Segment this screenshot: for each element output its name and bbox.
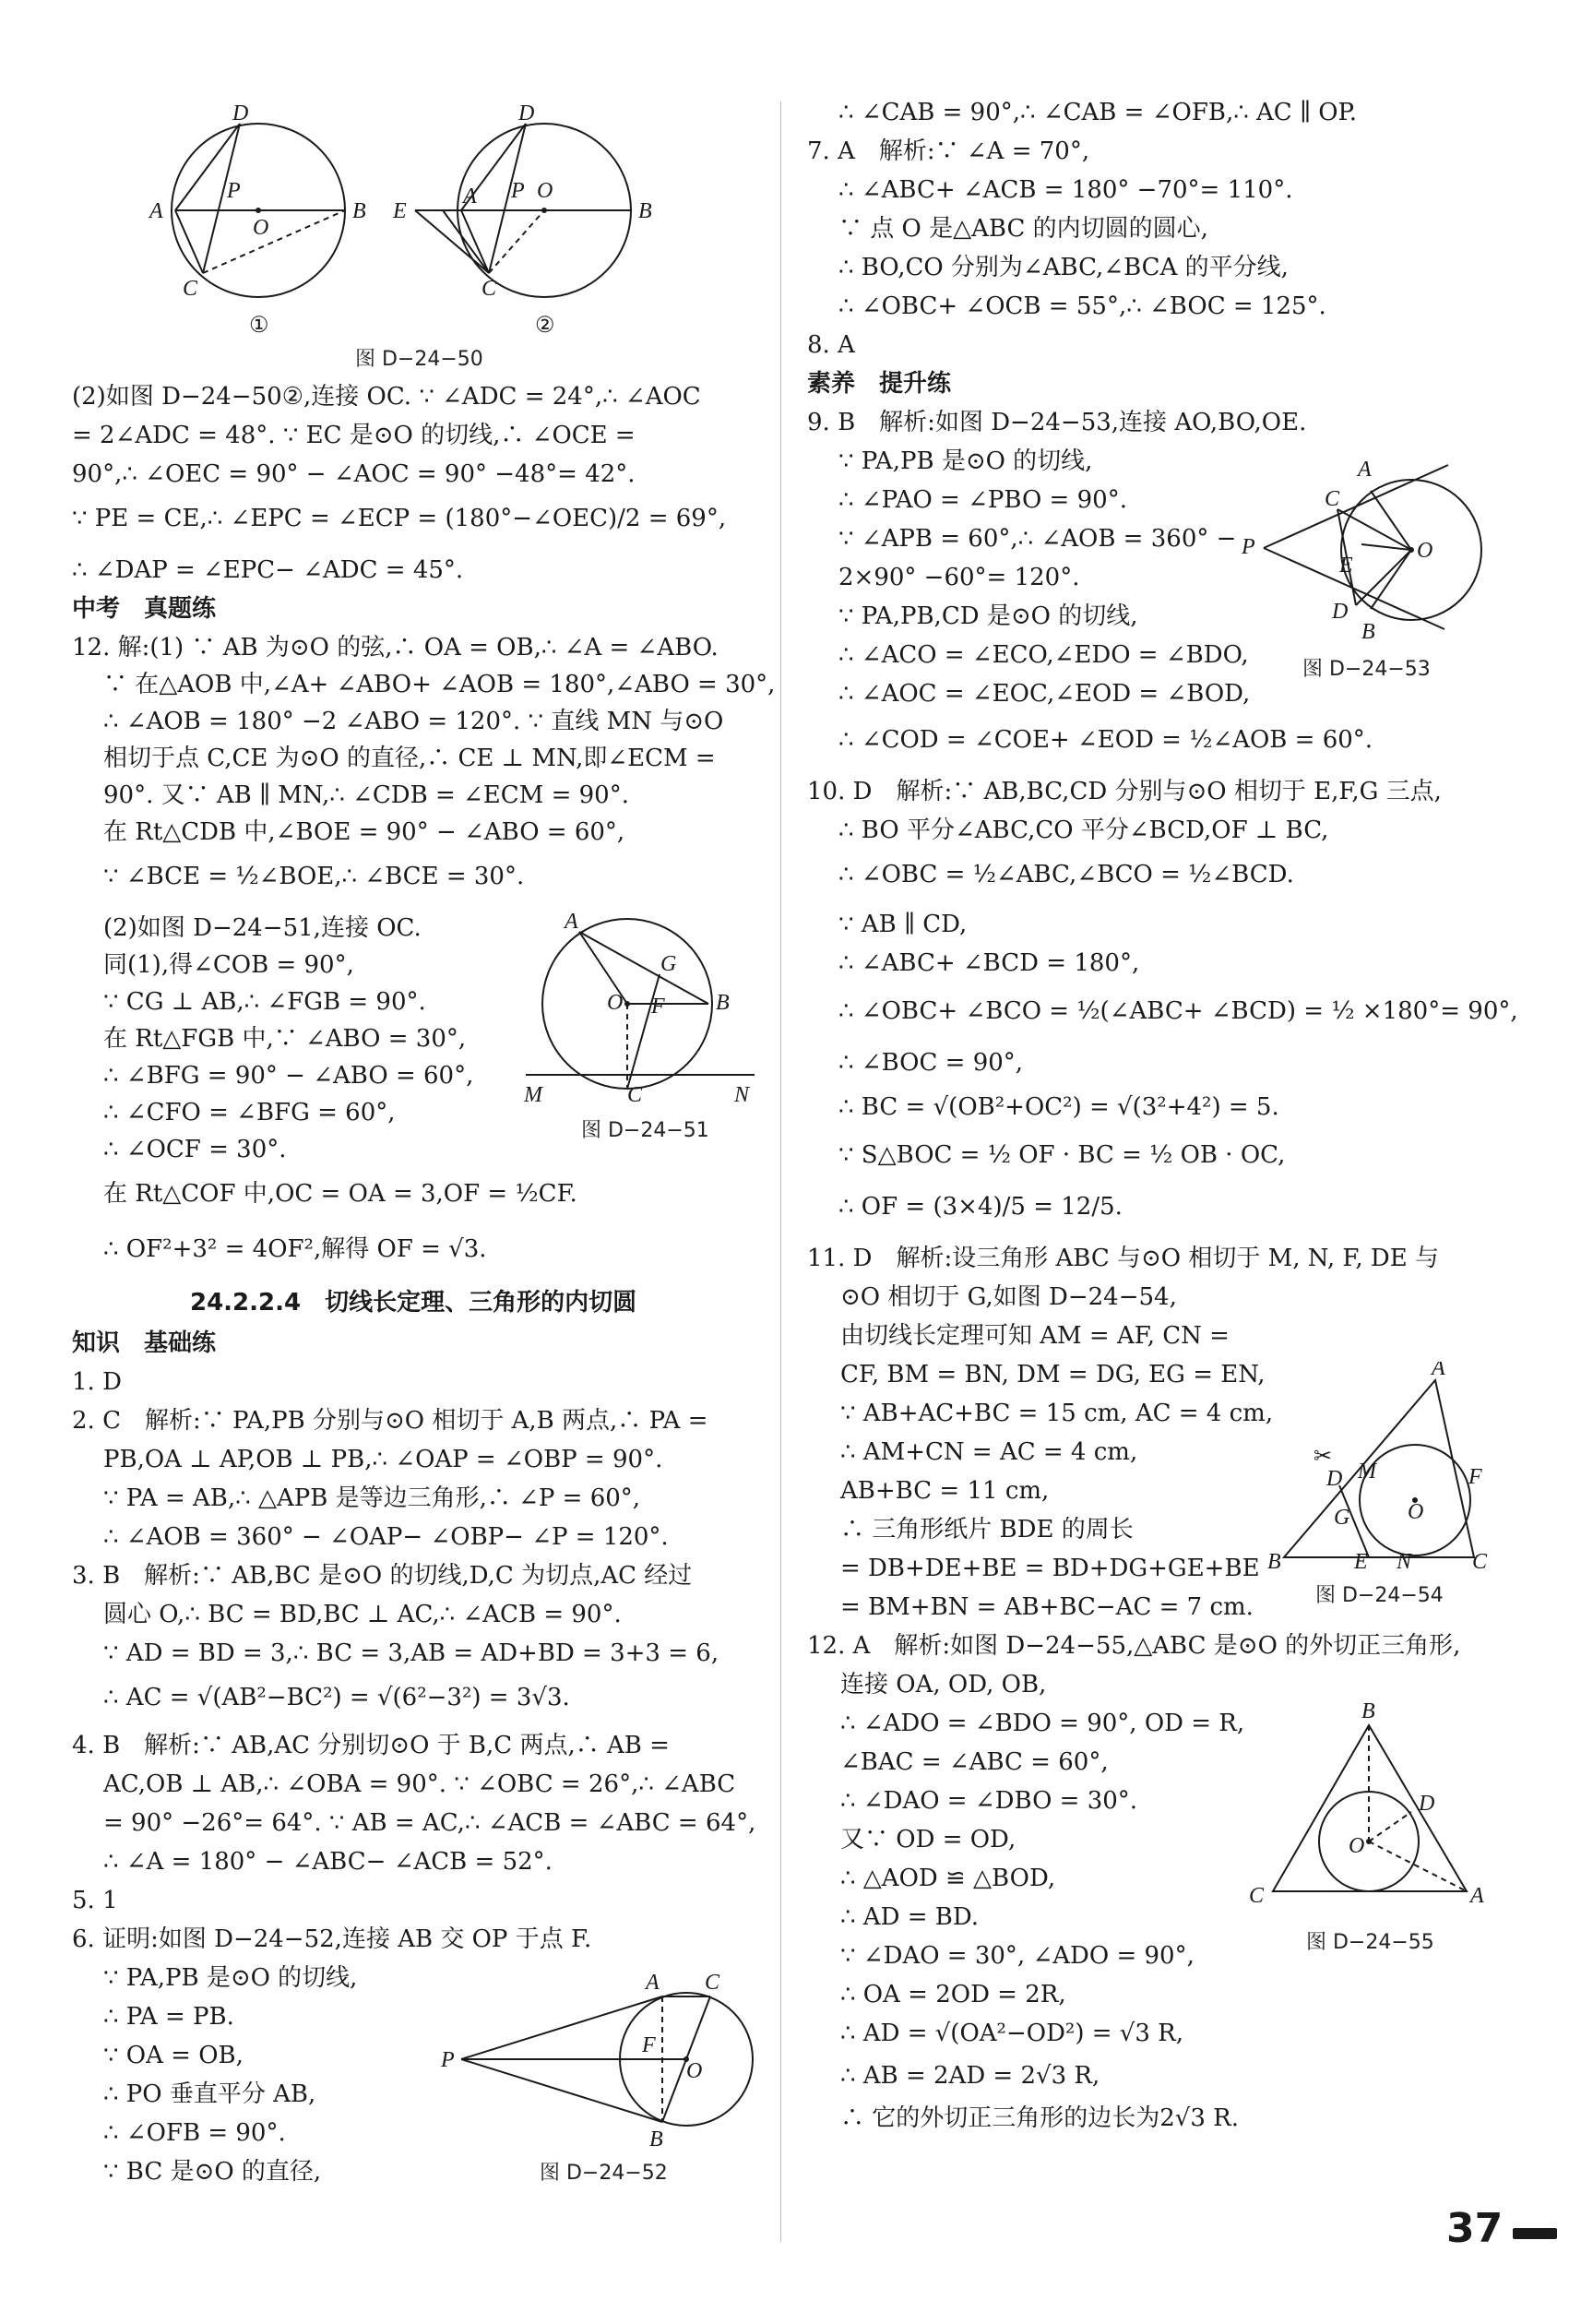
text-line: 10. D 解析:∵ AB,BC,CD 分别与⊙O 相切于 E,F,G 三点,	[807, 778, 1442, 805]
text-line: ∴ ∠OCF = 30°.	[103, 1136, 287, 1163]
text-line: ∴ AD = √(OA²−OD²) = √3 R,	[840, 2020, 1184, 2047]
point-label: C	[1249, 1884, 1265, 1908]
text-line: ∴ ∠DAP = ∠EPC− ∠ADC = 45°.	[72, 556, 464, 584]
text-line: 由切线长定理可知 AM = AF, CN =	[840, 1322, 1230, 1350]
text-line: ∵ PA,PB 是⊙O 的切线,	[103, 1964, 358, 1992]
figure-caption: 图 D−24−55	[1306, 1931, 1434, 1954]
text-line: = DB+DE+BE = BD+DG+GE+BE	[840, 1555, 1260, 1582]
point-label: A	[565, 910, 578, 934]
point-label: E	[393, 199, 407, 223]
text-line: AB+BC = 11 cm,	[840, 1477, 1050, 1505]
text-line: ∴ ∠OBC = ½∠ABC,∠BCO = ½∠BCD.	[838, 861, 1294, 888]
text-line: 在 Rt△CDB 中,∠BOE = 90° − ∠ABO = 60°,	[103, 818, 625, 846]
subfigure-label: ①	[249, 314, 269, 338]
text-line: ∵ ∠BCE = ½∠BOE,∴ ∠BCE = 30°.	[103, 863, 525, 890]
point-label: M	[524, 1083, 542, 1107]
text-line: ∴ ∠OBC+ ∠BCO = ½(∠ABC+ ∠BCD) = ½ ×180°= 90°,	[838, 997, 1518, 1025]
text-line: 在 Rt△COF 中,OC = OA = 3,OF = ½CF.	[103, 1180, 577, 1208]
text-line: 12. A 解析:如图 D−24−55,△ABC 是⊙O 的外切正三角形,	[807, 1632, 1461, 1660]
text-line: ∴ OA = 2OD = 2R,	[840, 1981, 1066, 2008]
point-label: C	[183, 277, 198, 301]
point-label: E	[1354, 1550, 1368, 1574]
text-line: ∵ AB+AC+BC = 15 cm, AC = 4 cm,	[840, 1400, 1274, 1427]
text-line: 8. A	[807, 331, 855, 359]
text-line: ∴ ∠AOB = 360° − ∠OAP− ∠OBP− ∠P = 120°.	[103, 1523, 669, 1551]
point-label: N	[734, 1083, 750, 1107]
text-line: ∠BAC = ∠ABC = 60°,	[840, 1748, 1109, 1776]
text-line: 90°,∴ ∠OEC = 90° − ∠AOC = 90° −48°= 42°.	[72, 460, 636, 488]
point-label: G	[1334, 1506, 1350, 1530]
text-line: 6. 证明:如图 D−24−52,连接 AB 交 OP 于点 F.	[72, 1925, 592, 1953]
point-label: B	[638, 199, 652, 223]
point-label: A	[646, 1971, 660, 1995]
point-label: P	[227, 179, 241, 203]
text-line: (2)如图 D−24−50②,连接 OC. ∵ ∠ADC = 24°,∴ ∠AOC	[72, 383, 701, 411]
figure-d2453	[1236, 454, 1513, 648]
point-label: B	[352, 199, 366, 223]
text-line: ∴ BC = √(OB²+OC²) = √(3²+4²) = 5.	[838, 1093, 1279, 1121]
text-line: 又∵ OD = OD,	[840, 1826, 1016, 1853]
section-heading: 中考 真题练	[72, 595, 217, 623]
section-title: 24.2.2.4 切线长定理、三角形的内切圆	[190, 1289, 637, 1317]
figure-d2451	[517, 908, 766, 1115]
point-label: O	[537, 179, 553, 203]
text-line: 2. C 解析:∵ PA,PB 分别与⊙O 相切于 A,B 两点,∴ PA =	[72, 1407, 708, 1435]
point-label: C	[705, 1971, 720, 1995]
figure-caption: 图 D−24−51	[581, 1119, 709, 1142]
text-line: = BM+BN = AB+BC−AC = 7 cm.	[840, 1593, 1254, 1621]
text-line: ∵ ∠DAO = 30°, ∠ADO = 90°,	[840, 1942, 1195, 1970]
text-line: ∴ ∠AOB = 180° −2 ∠ABO = 120°. ∵ 直线 MN 与⊙O	[103, 708, 724, 735]
figure-d2452	[441, 1965, 773, 2150]
point-label: A	[1358, 458, 1372, 482]
point-label: A	[149, 199, 163, 223]
text-line: ∴ 它的外切正三角形的边长为2√3 R.	[840, 2104, 1240, 2132]
text-line: 同(1),得∠COB = 90°,	[103, 951, 354, 979]
point-label: C	[1325, 487, 1340, 511]
text-line: ∴ ∠CFO = ∠BFG = 60°,	[103, 1099, 396, 1126]
text-line: ∵ 在△AOB 中,∠A+ ∠ABO+ ∠AOB = 180°,∠ABO = 30°,	[103, 671, 776, 698]
text-line: ∵ CG ⊥ AB,∴ ∠FGB = 90°.	[103, 988, 426, 1016]
point-label: O	[1417, 539, 1433, 563]
text-line: PB,OA ⊥ AP,OB ⊥ PB,∴ ∠OAP = ∠OBP = 90°.	[103, 1446, 663, 1473]
text-line: 3. B 解析:∵ AB,BC 是⊙O 的切线,D,C 为切点,AC 经过	[72, 1562, 693, 1590]
text-line: ∴ PA = PB.	[103, 2003, 234, 2031]
text-line: ∴ OF²+3² = 4OF²,解得 OF = √3.	[103, 1235, 487, 1263]
point-label: M	[1358, 1460, 1376, 1484]
point-label: F	[642, 2033, 656, 2057]
point-label: O	[1408, 1500, 1424, 1524]
point-label: B	[1267, 1550, 1281, 1574]
text-line: ∴ ∠PAO = ∠PBO = 90°.	[838, 486, 1127, 514]
figure-d2455	[1245, 1698, 1494, 1919]
page-number-bar	[1513, 2228, 1557, 2239]
figure-caption: 图 D−24−54	[1315, 1584, 1444, 1607]
text-line: 4. B 解析:∵ AB,AC 分别切⊙O 于 B,C 两点,∴ AB =	[72, 1732, 670, 1759]
text-line: ∴ ∠ACO = ∠ECO,∠EDO = ∠BDO,	[838, 641, 1249, 669]
text-line: ∴ 三角形纸片 BDE 的周长	[840, 1516, 1134, 1543]
figure-caption: 图 D−24−50	[355, 348, 483, 371]
page-number: 37	[1446, 2205, 1504, 2252]
point-label: C	[481, 277, 497, 301]
figure-caption: 图 D−24−53	[1302, 658, 1431, 681]
section-heading: 素养 提升练	[807, 370, 952, 398]
text-line: ∴ ∠ABC+ ∠ACB = 180° −70°= 110°.	[838, 176, 1293, 204]
text-line: ∴ ∠AOC = ∠EOC,∠EOD = ∠BOD,	[838, 680, 1251, 708]
text-line: 1. D	[72, 1368, 122, 1396]
text-line: ∴ ∠BFG = 90° − ∠ABO = 60°,	[103, 1062, 474, 1090]
text-line: ∵ PA,PB,CD 是⊙O 的切线,	[838, 602, 1138, 630]
point-label: B	[649, 2127, 663, 2150]
point-label: G	[660, 952, 677, 976]
text-line: = 2∠ADC = 48°. ∵ EC 是⊙O 的切线,∴ ∠OCE =	[72, 422, 636, 449]
text-line: 2×90° −60°= 120°.	[838, 564, 1080, 591]
text-line: ∵ PE = CE,∴ ∠EPC = ∠ECP = (180°−∠OEC)/2 = 69°,	[72, 505, 727, 532]
text-line: (2)如图 D−24−51,连接 OC.	[103, 914, 422, 942]
text-line: ∵ PA,PB 是⊙O 的切线,	[838, 447, 1093, 475]
text-line: 相切于点 C,CE 为⊙O 的直径,∴ CE ⊥ MN,即∠ECM =	[103, 745, 716, 772]
section-heading: 知识 基础练	[72, 1329, 217, 1357]
point-label: B	[716, 991, 730, 1015]
point-label: D	[1419, 1792, 1435, 1816]
point-label: O	[607, 991, 624, 1015]
point-label: B	[1361, 1699, 1375, 1723]
text-line: 7. A 解析:∵ ∠A = 70°,	[807, 137, 1090, 165]
point-label: N	[1397, 1550, 1412, 1574]
text-line: ∴ BO 平分∠ABC,CO 平分∠BCD,OF ⊥ BC,	[838, 816, 1329, 844]
point-label: O	[686, 2059, 703, 2083]
point-label: A	[1470, 1884, 1484, 1908]
subfigure-label: ②	[535, 314, 555, 338]
text-line: ∵ BC 是⊙O 的直径,	[103, 2158, 322, 2186]
point-label: P	[511, 179, 525, 203]
scissors-icon: ✂	[1314, 1445, 1333, 1469]
point-label: D	[1326, 1467, 1343, 1491]
text-line: ∴ ∠DAO = ∠DBO = 30°.	[840, 1787, 1138, 1815]
text-line: ∵ AD = BD = 3,∴ BC = 3,AB = AD+BD = 3+3 = 6,	[103, 1639, 719, 1667]
text-line: = 90° −26°= 64°. ∵ AB = AC,∴ ∠ACB = ∠ABC = 64°,	[103, 1809, 756, 1837]
text-line: ∴ AC = √(AB²−BC²) = √(6²−3²) = 3√3.	[103, 1684, 570, 1711]
text-line: ∴ ∠A = 180° − ∠ABC− ∠ACB = 52°.	[103, 1848, 553, 1876]
text-line: 在 Rt△FGB 中,∵ ∠ABO = 30°,	[103, 1025, 467, 1053]
point-label: P	[441, 2048, 455, 2072]
point-label: E	[1339, 554, 1353, 578]
text-line: ∴ PO 垂直平分 AB,	[103, 2080, 316, 2108]
point-label: C	[627, 1083, 643, 1107]
point-label: B	[1361, 620, 1375, 644]
point-label: D	[232, 101, 249, 125]
point-label: F	[651, 995, 665, 1019]
text-line: ⊙O 相切于 G,如图 D−24−54,	[840, 1283, 1177, 1311]
text-line: ∴ ∠ADO = ∠BDO = 90°, OD = R,	[840, 1710, 1245, 1737]
text-line: ∵ AB ∥ CD,	[838, 911, 968, 938]
text-line: ∵ PA = AB,∴ △APB 是等边三角形,∴ ∠P = 60°,	[103, 1484, 641, 1512]
text-line: ∴ OF = (3×4)/5 = 12/5.	[838, 1193, 1123, 1221]
text-line: ∵ 点 O 是△ABC 的内切圆的圆心,	[838, 215, 1208, 243]
point-label: D	[1332, 600, 1349, 624]
text-line: ∴ △AOD ≌ △BOD,	[840, 1865, 1056, 1892]
text-line: 5. 1	[72, 1887, 118, 1914]
point-label: F	[1468, 1465, 1482, 1489]
text-line: ∴ ∠OFB = 90°.	[103, 2119, 286, 2147]
text-line: CF, BM = BN, DM = DG, EG = EN,	[840, 1361, 1266, 1388]
text-line: 11. D 解析:设三角形 ABC 与⊙O 相切于 M, N, F, DE 与	[807, 1245, 1440, 1272]
point-label: C	[1472, 1550, 1488, 1574]
text-line: ∴ ∠BOC = 90°,	[838, 1049, 1024, 1077]
point-label: D	[518, 101, 535, 125]
figure-d2450	[138, 100, 692, 349]
point-label: P	[1242, 535, 1255, 559]
figure-caption: 图 D−24−52	[540, 2162, 668, 2185]
point-label: O	[253, 216, 269, 240]
text-line: ∴ AB = 2AD = 2√3 R,	[840, 2062, 1100, 2090]
column-divider	[780, 101, 781, 2242]
text-line: ∵ OA = OB,	[103, 2042, 244, 2069]
text-line: 圆心 O,∴ BC = BD,BC ⊥ AC,∴ ∠ACB = 90°.	[103, 1601, 622, 1628]
text-line: ∴ ∠OBC+ ∠OCB = 55°,∴ ∠BOC = 125°.	[838, 292, 1326, 320]
point-label: O	[1349, 1834, 1365, 1858]
point-label: A	[1432, 1362, 1445, 1380]
text-line: 9. B 解析:如图 D−24−53,连接 AO,BO,OE.	[807, 409, 1307, 436]
text-line: 90°. 又∵ AB ∥ MN,∴ ∠CDB = ∠ECM = 90°.	[103, 781, 629, 809]
point-label: A	[463, 185, 477, 209]
text-line: ∴ AM+CN = AC = 4 cm,	[840, 1438, 1138, 1466]
text-line: ∵ ∠APB = 60°,∴ ∠AOB = 360° −	[838, 525, 1237, 553]
text-line: ∴ BO,CO 分别为∠ABC,∠BCA 的平分线,	[838, 254, 1289, 281]
text-line: ∴ ∠COD = ∠COE+ ∠EOD = ½∠AOB = 60°.	[838, 726, 1373, 754]
text-line: 连接 OA, OD, OB,	[840, 1671, 1047, 1698]
text-line: ∴ ∠CAB = 90°,∴ ∠CAB = ∠OFB,∴ AC ∥ OP.	[838, 99, 1358, 126]
text-line: AC,OB ⊥ AB,∴ ∠OBA = 90°. ∵ ∠OBC = 26°,∴ ∠ABC	[103, 1770, 736, 1798]
figure-d2454	[1264, 1362, 1504, 1574]
text-line: 12. 解:(1) ∵ AB 为⊙O 的弦,∴ OA = OB,∴ ∠A = ∠ABO.	[72, 634, 719, 661]
text-line: ∴ ∠ABC+ ∠BCD = 180°,	[838, 949, 1140, 977]
text-line: ∵ S△BOC = ½ OF · BC = ½ OB · OC,	[838, 1141, 1286, 1169]
text-line: ∴ AD = BD.	[840, 1903, 980, 1931]
